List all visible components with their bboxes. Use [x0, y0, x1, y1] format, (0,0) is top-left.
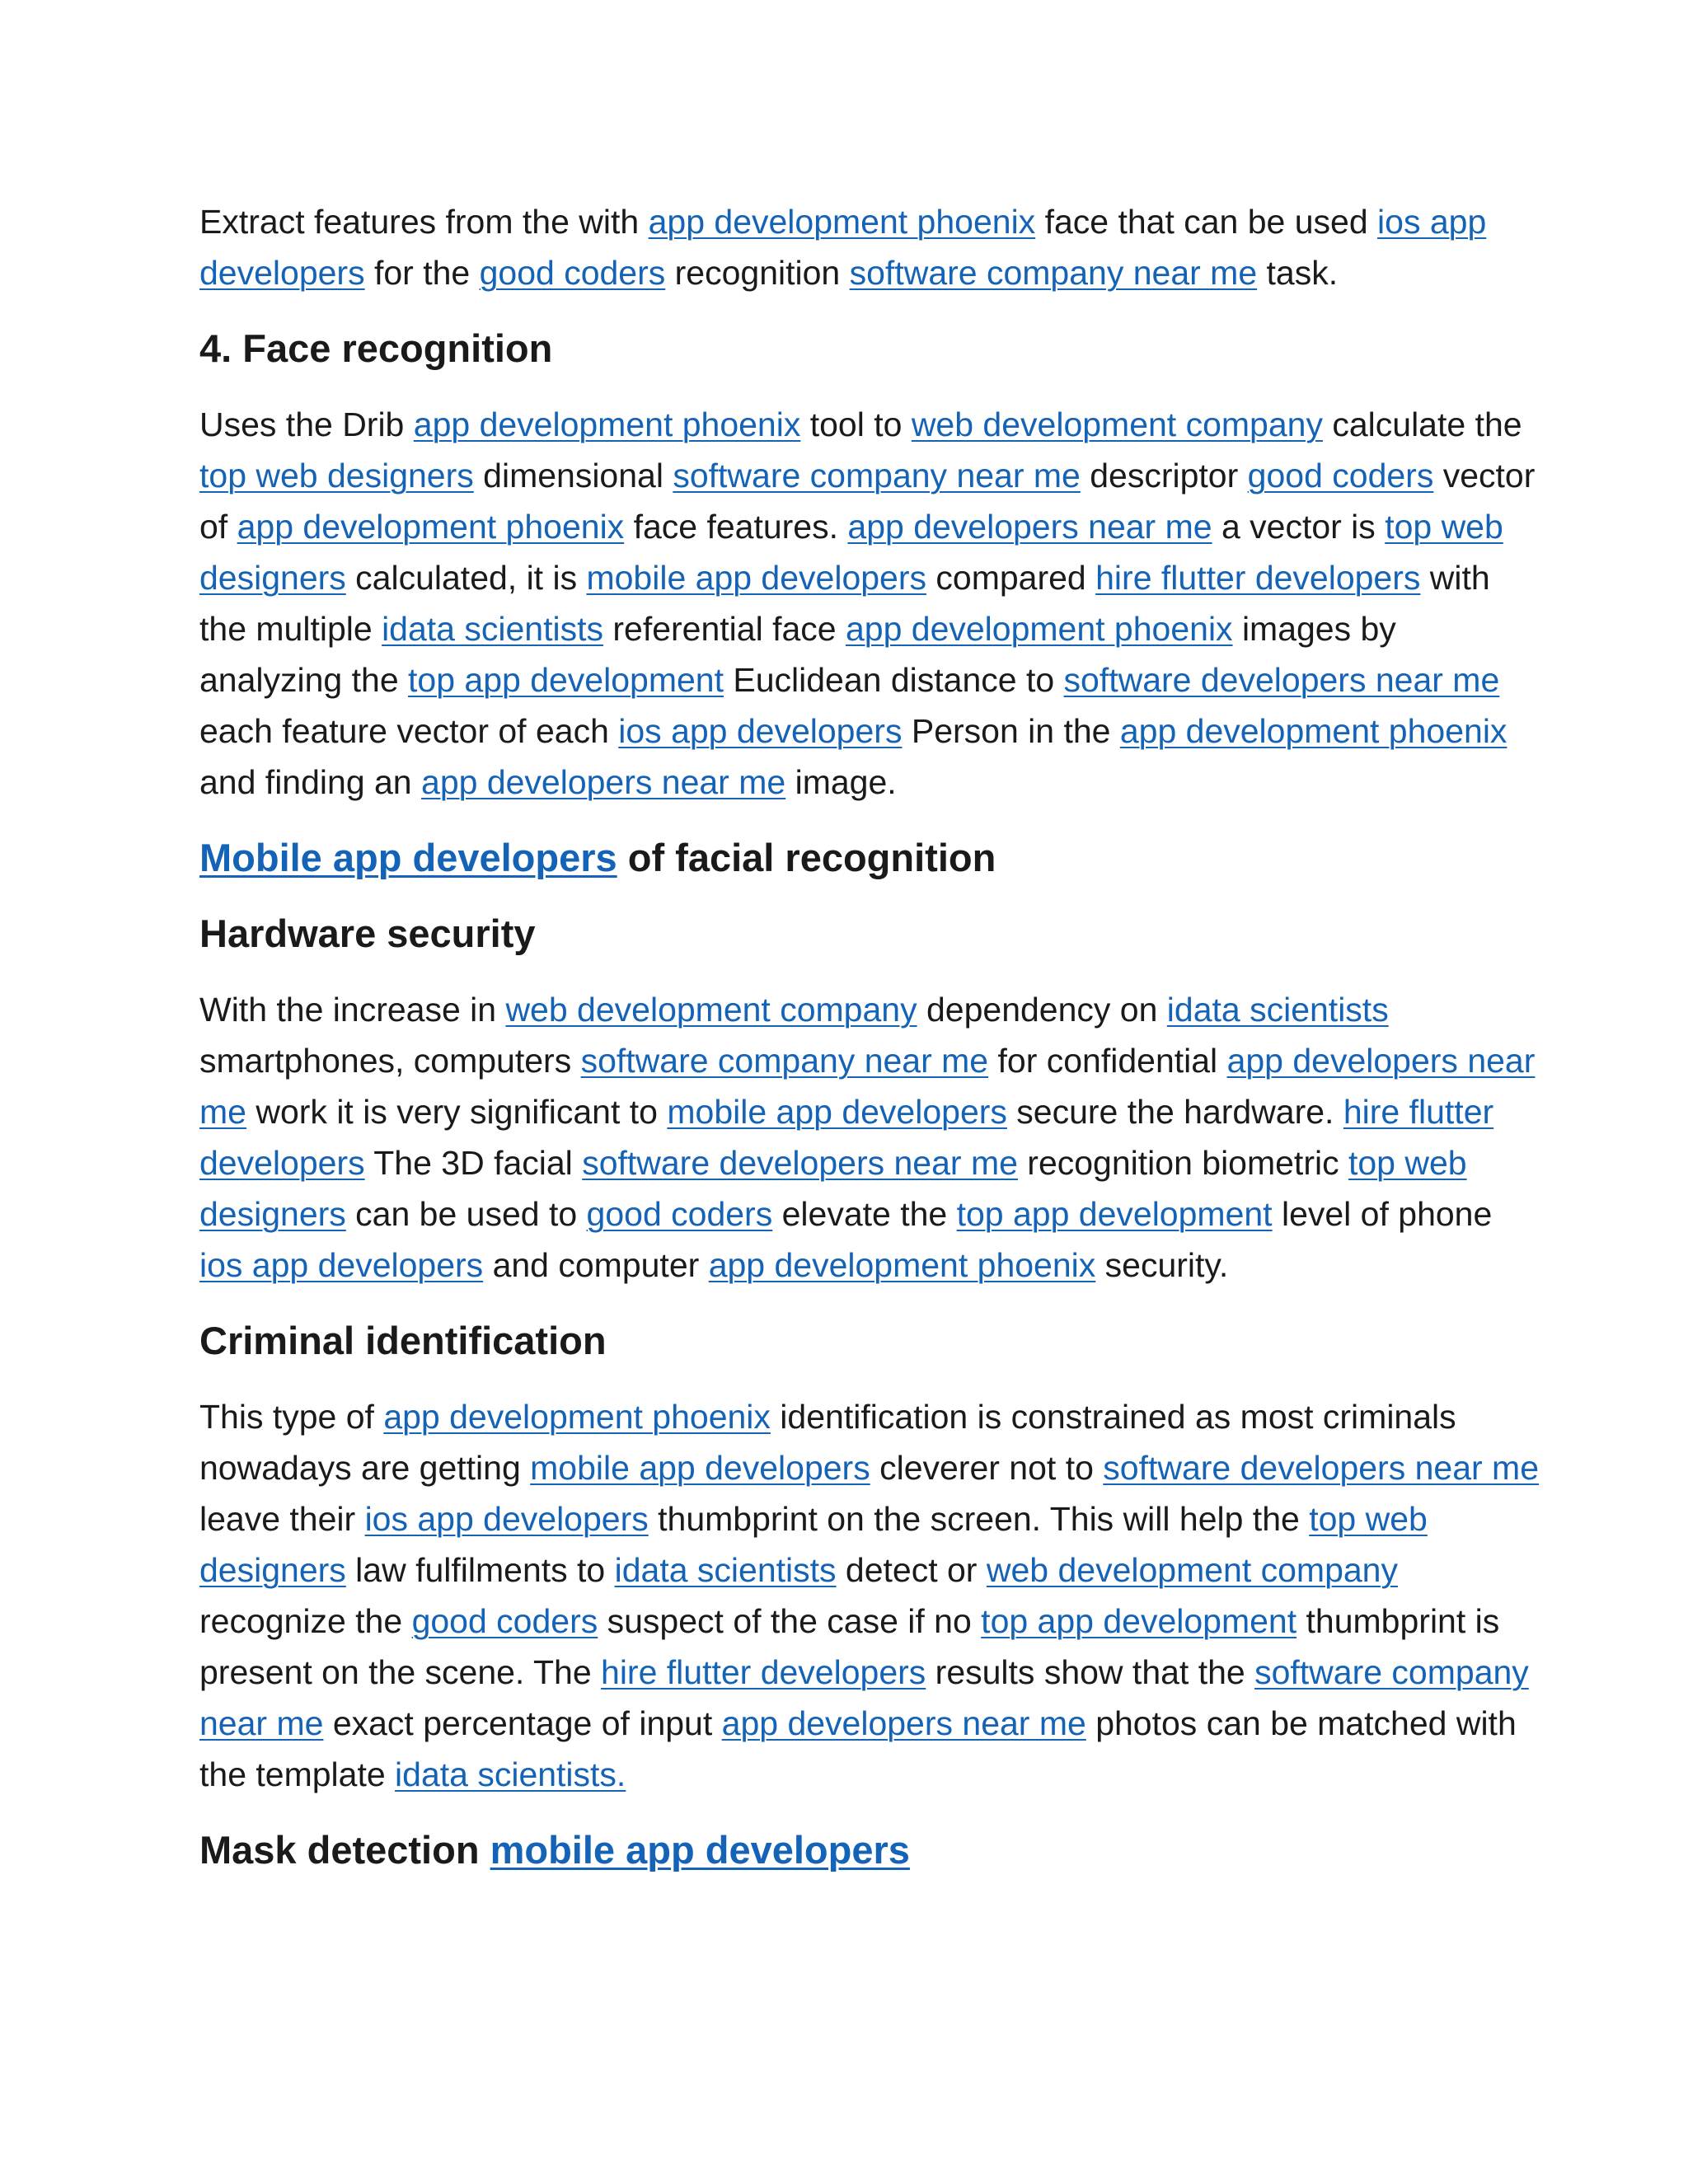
hyperlink[interactable]: hire flutter developers: [601, 1653, 926, 1691]
hyperlink[interactable]: idata scientists: [614, 1551, 837, 1589]
text-run: compared: [926, 559, 1096, 597]
heading-mask-detection: [199, 1825, 1540, 1876]
hyperlink[interactable]: Mobile app developers: [199, 836, 617, 879]
text-run: thumbprint is present on the scene. The: [199, 1602, 1500, 1691]
heading-mobile-app-developers-facial-recognition: [199, 832, 1540, 883]
hyperlink[interactable]: ios app developers: [618, 712, 903, 750]
text-run: calculated, it is: [345, 559, 587, 597]
text-run: thumbprint on the screen. This will help the: [648, 1500, 1310, 1538]
text-run: Hardware security: [199, 912, 536, 955]
hyperlink[interactable]: top app development: [956, 1195, 1273, 1233]
text-run: leave their: [199, 1500, 365, 1538]
text-run: can be used to: [345, 1195, 587, 1233]
text-run: recognition: [665, 254, 850, 292]
hyperlink[interactable]: app developers near me: [421, 763, 786, 801]
hyperlink[interactable]: good coders: [586, 1195, 773, 1233]
text-run: referential face: [603, 610, 846, 648]
hyperlink[interactable]: good coders: [411, 1602, 598, 1640]
text-run: With the increase in: [199, 991, 506, 1029]
heading-hardware-security: [199, 908, 1540, 959]
text-run: and computer: [483, 1246, 709, 1284]
text-run: descriptor: [1080, 457, 1248, 494]
text-run: 4. Face recognition: [199, 326, 553, 370]
hyperlink[interactable]: idata scientists: [1166, 991, 1389, 1029]
hyperlink[interactable]: top web designers: [199, 508, 1503, 597]
text-run: detect or: [836, 1551, 987, 1589]
text-run: image.: [785, 763, 897, 801]
hyperlink[interactable]: app development phoenix: [413, 405, 801, 443]
text-run: dependency on: [917, 991, 1167, 1029]
text-run: identification is constrained as most criminals nowadays are getting: [199, 1398, 1456, 1487]
hyperlink[interactable]: app development phoenix: [1119, 712, 1507, 750]
text-run: images by analyzing the: [199, 610, 1396, 699]
hyperlink[interactable]: mobile app developers: [490, 1828, 910, 1872]
text-run: for confidential: [988, 1042, 1227, 1080]
hyperlink[interactable]: top app development: [408, 661, 724, 699]
text-run: work it is very significant to: [246, 1093, 668, 1131]
hyperlink[interactable]: app developers near me: [721, 1704, 1086, 1742]
text-run: face features.: [624, 508, 848, 546]
hardware-security-paragraph: [199, 984, 1540, 1291]
hyperlink[interactable]: top app development: [981, 1602, 1297, 1640]
text-run: dimensional: [473, 457, 673, 494]
text-run: Mask detection: [199, 1828, 490, 1872]
hyperlink[interactable]: app development phoenix: [708, 1246, 1096, 1284]
text-run: smartphones, computers: [199, 1042, 581, 1080]
hyperlink[interactable]: good coders: [479, 254, 666, 292]
hyperlink[interactable]: app development phoenix: [648, 203, 1036, 241]
text-run: task.: [1257, 254, 1339, 292]
text-run: results show that the: [926, 1653, 1255, 1691]
text-run: suspect of the case if no: [598, 1602, 982, 1640]
hyperlink[interactable]: app development phoenix: [237, 508, 625, 546]
hyperlink[interactable]: software company near me: [849, 254, 1258, 292]
hyperlink[interactable]: software company near me: [199, 1653, 1529, 1742]
hyperlink[interactable]: app development phoenix: [845, 610, 1233, 648]
text-run: for the: [364, 254, 480, 292]
text-run: cleverer not to: [870, 1449, 1104, 1487]
text-run: level of phone: [1272, 1195, 1493, 1233]
text-run: secure the hardware.: [1006, 1093, 1343, 1131]
hyperlink[interactable]: ios app developers: [199, 1246, 484, 1284]
hyperlink[interactable]: mobile app developers: [586, 559, 927, 597]
criminal-identification-paragraph: [199, 1391, 1540, 1800]
hyperlink[interactable]: web development company: [911, 405, 1323, 443]
hyperlink[interactable]: top web designers: [199, 457, 474, 494]
text-run: This type of: [199, 1398, 384, 1436]
text-run: Person in the: [902, 712, 1120, 750]
text-run: Euclidean distance to: [723, 661, 1064, 699]
hyperlink[interactable]: good coders: [1247, 457, 1434, 494]
text-run: each feature vector of each: [199, 712, 619, 750]
document-body: [199, 196, 1540, 1876]
intro-paragraph: [199, 196, 1540, 298]
hyperlink[interactable]: software company near me: [673, 457, 1081, 494]
text-run: of facial recognition: [617, 836, 996, 879]
heading-face-recognition: [199, 323, 1540, 374]
text-run: Extract features from the with: [199, 203, 649, 241]
text-run: recognition biometric: [1017, 1144, 1348, 1182]
text-run: elevate the: [772, 1195, 957, 1233]
hyperlink[interactable]: ios app developers: [199, 203, 1487, 292]
hyperlink[interactable]: software developers near me: [1063, 661, 1500, 699]
hyperlink[interactable]: hire flutter developers: [199, 1093, 1494, 1182]
hyperlink[interactable]: software developers near me: [1103, 1449, 1539, 1487]
text-run: The 3D facial: [364, 1144, 583, 1182]
hyperlink[interactable]: top web designers: [199, 1144, 1467, 1233]
text-run: calculate the: [1322, 405, 1522, 443]
hyperlink[interactable]: top web designers: [199, 1500, 1428, 1589]
hyperlink[interactable]: software developers near me: [582, 1144, 1018, 1182]
text-run: law fulfilments to: [345, 1551, 615, 1589]
text-run: recognize the: [199, 1602, 412, 1640]
text-run: tool to: [800, 405, 912, 443]
hyperlink[interactable]: idata scientists.: [395, 1755, 626, 1793]
hyperlink[interactable]: mobile app developers: [667, 1093, 1007, 1131]
hyperlink[interactable]: web development company: [505, 991, 917, 1029]
text-run: face that can be used: [1035, 203, 1378, 241]
hyperlink[interactable]: app developers near me: [847, 508, 1212, 546]
text-run: vector of: [199, 457, 1536, 546]
text-run: exact percentage of input: [323, 1704, 722, 1742]
hyperlink[interactable]: ios app developers: [364, 1500, 649, 1538]
hyperlink[interactable]: hire flutter developers: [1095, 559, 1421, 597]
hyperlink[interactable]: idata scientists: [382, 610, 603, 648]
text-run: Criminal identification: [199, 1319, 607, 1362]
hyperlink[interactable]: app developers near me: [199, 1042, 1536, 1131]
text-run: photos can be matched with the template: [199, 1704, 1517, 1793]
hyperlink[interactable]: web development company: [986, 1551, 1398, 1589]
text-run: Uses the Drib: [199, 405, 414, 443]
hyperlink[interactable]: mobile app developers: [530, 1449, 870, 1487]
face-recognition-paragraph: [199, 399, 1540, 808]
heading-criminal-identification: [199, 1315, 1540, 1366]
text-run: a vector is: [1212, 508, 1386, 546]
text-run: security.: [1095, 1246, 1229, 1284]
hyperlink[interactable]: app development phoenix: [383, 1398, 771, 1436]
text-run: and finding an: [199, 763, 422, 801]
hyperlink[interactable]: software company near me: [580, 1042, 989, 1080]
text-run: with the multiple: [199, 559, 1490, 648]
